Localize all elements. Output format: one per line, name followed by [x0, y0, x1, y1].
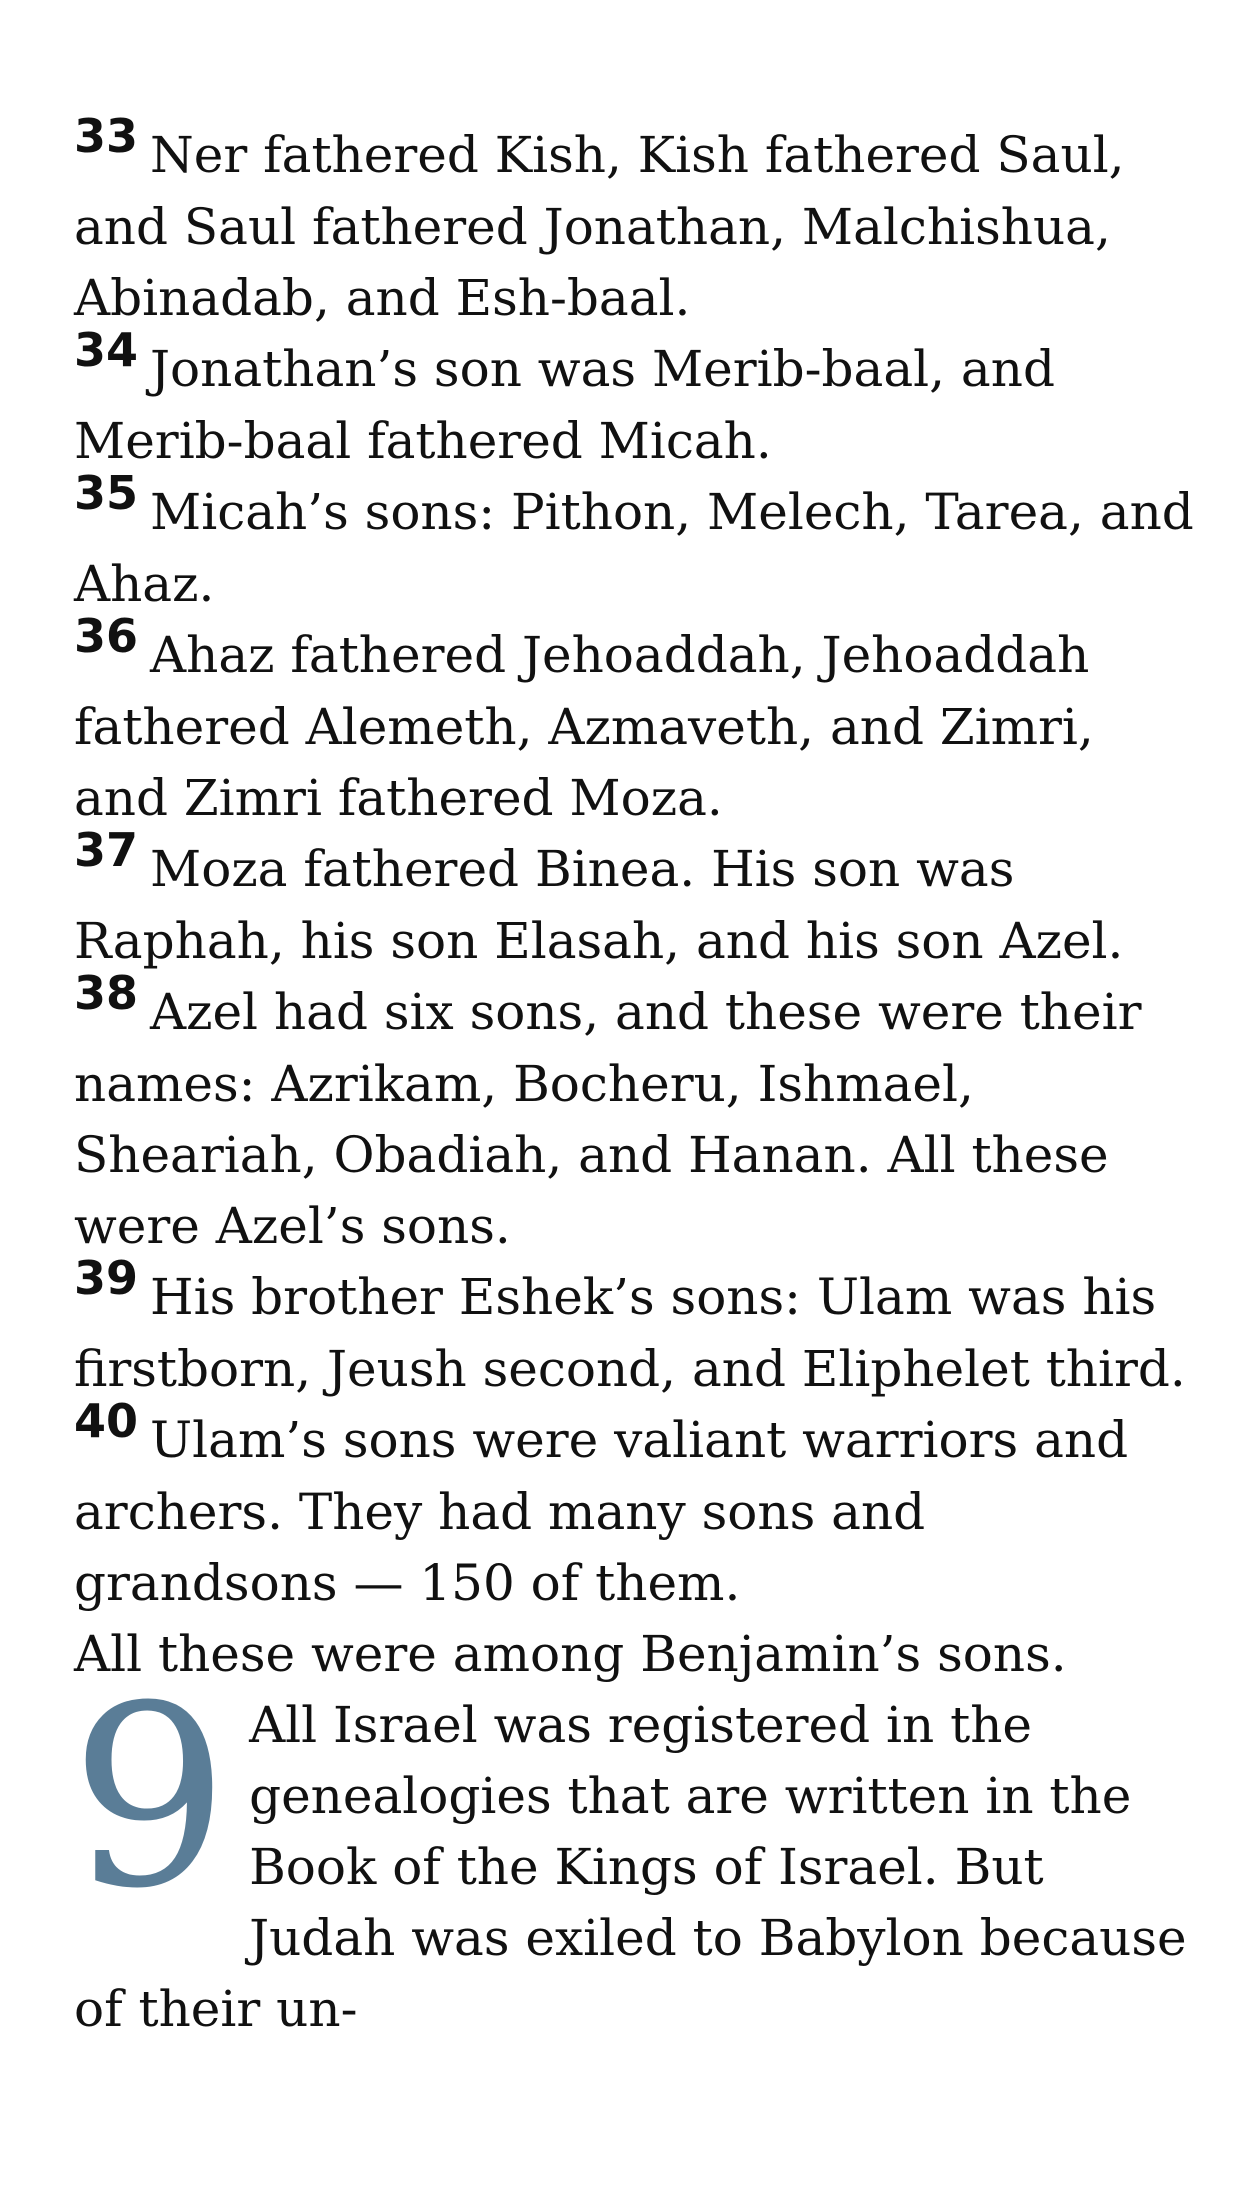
verse-text: His brother Eshek’s sons: Ulam was his firstborn, Jeush second, and Eliphelet third.: [74, 1268, 1186, 1398]
verse-text: Ahaz fathered Jehoaddah, Jehoaddah fathered Alemeth, Azmaveth, and Zimri, and Zimri fathered Moza.: [74, 626, 1094, 827]
verse-text: Azel had six sons, and these were their names: Azrikam, Bocheru, Ishmael, Sheariah, Obadiah, and Hanan. All these were Azel’s sons.: [74, 983, 1142, 1255]
verse-text: Jonathan’s son was Merib-baal, and Merib-baal fathered Micah.: [74, 340, 1055, 470]
reader-page: [70, 109, 1194, 2045]
verse-number: 37: [74, 823, 139, 877]
verse-number: 38: [74, 966, 139, 1020]
verse-number: 36: [74, 609, 139, 663]
verse-37: [74, 823, 1194, 977]
closing-line: All these were among Benjamin’s sons.: [74, 1625, 1067, 1683]
verse-text: Ulam’s sons were valiant warriors and archers. They had many sons and grandsons — 150 of them.: [74, 1411, 1129, 1612]
verse-number: 39: [74, 1251, 139, 1305]
verse-text: Ner fathered Kish, Kish fathered Saul, and Saul fathered Jonathan, Malchishua, Abinadab, and Esh-baal.: [74, 126, 1125, 327]
verse-35: [74, 466, 1194, 620]
verse-34: [74, 323, 1194, 477]
verse-33: [74, 109, 1194, 334]
chapter-number: 9: [70, 1652, 230, 1943]
verse-number: 40: [74, 1394, 139, 1448]
verse-text: Micah’s sons: Pithon, Melech, Tarea, and Ahaz.: [74, 483, 1194, 613]
verse-39: [74, 1251, 1194, 1405]
chapter-text: All Israel was registered in the genealogies that are written in the Book of the Kings of Israel. But Judah was exiled to Babylon because of their un-: [74, 1696, 1187, 2038]
verse-36: [74, 609, 1194, 834]
verse-number: 35: [74, 466, 139, 520]
verse-40: [74, 1394, 1194, 1619]
verse-text: Moza fathered Binea. His son was Raphah, his son Elasah, and his son Azel.: [74, 840, 1124, 970]
verse-38: [74, 966, 1194, 1262]
verse-number: 33: [74, 109, 139, 163]
verse-number: 34: [74, 323, 139, 377]
